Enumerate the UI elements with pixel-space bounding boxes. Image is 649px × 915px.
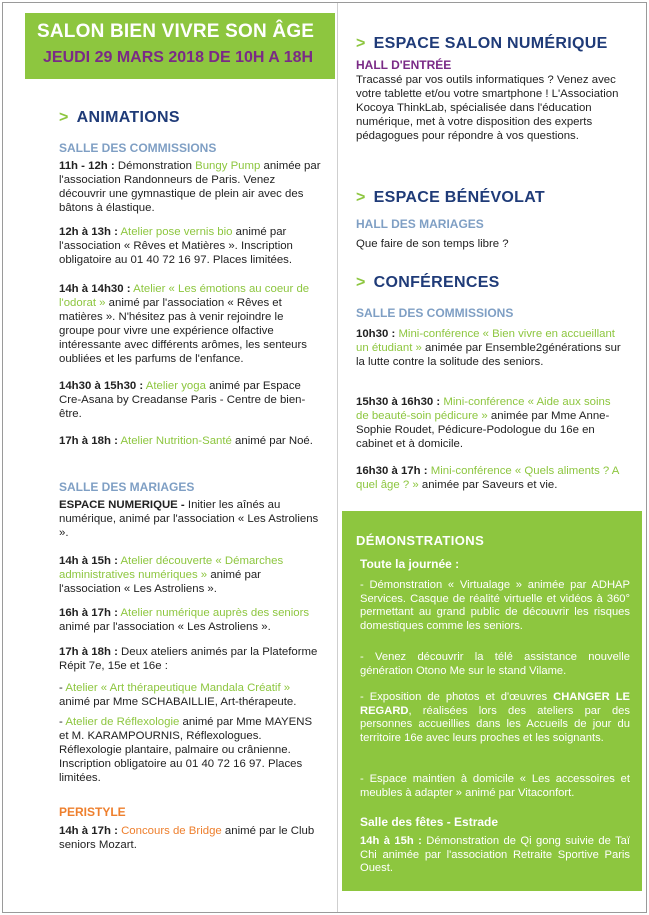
list-item: 17h à 18h : Deux ateliers animés par la Plateforme Répit 7e, 15e et 16e :: [59, 646, 318, 672]
list-item: 14h à 14h30 : Atelier « Les émotions au coeur de l'odorat » animé par l'association « Rêves et matières ». N'hésitez pas à venir rejoindre le groupe pour vivre une expérience olfactive intéressante avec différents arômes, les senteurs oubliées et les parfums de l'enfance.: [59, 283, 310, 365]
section-title-numerique: > ESPACE SALON NUMÉRIQUE: [356, 35, 608, 52]
section-title-conferences: > CONFÉRENCES: [356, 274, 500, 291]
subsection-hall-mariages: HALL DES MARIAGES: [356, 217, 484, 231]
list-item: 14h à 15h : Atelier découverte « Démarches administratives numériques » animé par l'association « Les Astroliens ».: [59, 555, 284, 595]
demonstrations-panel: [342, 511, 642, 891]
list-item: - Atelier « Art thérapeutique Mandala Créatif » animé par Mme SCHABAILLIE, Art-thérapeute.: [59, 682, 297, 708]
list-item: 16h à 17h : Atelier numérique auprès des seniors animé par l'association « Les Astroliens ».: [59, 607, 310, 633]
list-item: ESPACE NUMERIQUE - Initier les aînés au numérique, animé par l'association « Les Astroliens ».: [59, 499, 319, 539]
subsection-toute-la-journee: Toute la journée :: [360, 557, 460, 571]
arrow-icon: >: [356, 274, 366, 291]
subsection-salle-commissions: SALLE DES COMMISSIONS: [59, 141, 217, 155]
list-item: 10h30 : Mini-conférence « Bien vivre en accueillant un étudiant » animée par Ensemble2générations sur la lutte contre la solitude des seniors.: [356, 328, 621, 368]
subsection-salle-des-fetes: Salle des fêtes - Estrade: [360, 815, 499, 829]
list-item: - Démonstration « Virtualage » animée par ADHAP Services. Casque de réalité virtuelle et vidéos à 360° permettant au grand public de découvrir les risques domestiques comme les seniors.: [360, 579, 630, 632]
demonstrations-title: DÉMONSTRATIONS: [356, 533, 485, 548]
list-item: 15h30 à 16h30 : Mini-conférence « Aide aux soins de beauté-soin pédicure » animée par Mme Anne-Sophie Roudet, Pédicure-Podologue du 16e en cabinet et à domicile.: [356, 396, 611, 450]
list-item: - Exposition de photos et d'œuvres CHANGER LE REGARD, réalisées lors des ateliers par des personnes accueillies dans les Accueils de jour du territoire 16e avec leurs proches et les soignants.: [360, 691, 630, 744]
list-item: 16h30 à 17h : Mini-conférence « Quels aliments ? A quel âge ? » animée par Saveurs et vie.: [356, 465, 619, 491]
event-title: SALON BIEN VIVRE SON ÂGE: [37, 21, 315, 42]
subsection-peristyle: PERISTYLE: [59, 805, 126, 819]
arrow-icon: >: [356, 189, 366, 206]
arrow-icon: >: [59, 109, 69, 126]
list-item: 14h à 17h : Concours de Bridge animé par le Club seniors Mozart.: [59, 825, 315, 851]
list-item: 12h à 13h : Atelier pose vernis bio animé par l'association « Rêves et Matières ». Inscription obligatoire au 01 40 72 16 97. Places limitées.: [59, 226, 293, 266]
list-item: 14h à 15h : Démonstration de Qi gong suivie de Taï Chi animée par l'association Retraite Sportive Paris Ouest.: [360, 835, 631, 875]
benevolat-description: Que faire de son temps libre ?: [356, 238, 509, 250]
list-item: 11h - 12h : Démonstration Bungy Pump animée par l'association Randonneurs de Paris. Venez découvrir une gymnastique de plein air avec des bâtons à élastique.: [59, 160, 321, 214]
right-column: [338, 3, 646, 912]
list-item: - Espace maintien à domicile « Les accessoires et meubles à adapter » animé par Vitaconfort.: [360, 773, 630, 799]
subsection-salle-commissions: SALLE DES COMMISSIONS: [356, 306, 514, 320]
section-title-benevolat: > ESPACE BÉNÉVOLAT: [356, 189, 545, 206]
event-date: JEUDI 29 MARS 2018 DE 10H A 18H: [43, 49, 314, 66]
arrow-icon: >: [356, 35, 366, 52]
section-title-animations: > ANIMATIONS: [59, 109, 180, 126]
subsection-salle-mariages: SALLE DES MARIAGES: [59, 480, 195, 494]
list-item: - Venez découvrir la télé assistance nouvelle génération Otono Me sur le stand Vilame.: [360, 651, 630, 677]
numerique-description: Tracassé par vos outils informatiques ? Venez avec votre tablette et/ou votre smartphone ! L'Association Kocoya ThinkLab, spécialisée dans l'éducation numérique, met à votre disposition des experts pédagogues pour répondre à vos questions.: [356, 74, 619, 142]
program-page: [2, 2, 647, 913]
list-item: 14h30 à 15h30 : Atelier yoga animé par Espace Cre-Asana by Creadanse Paris - Centre de bien-être.: [59, 380, 306, 420]
event-banner: [25, 13, 335, 79]
subsection-hall-entree: HALL D'ENTRÉE: [356, 58, 452, 72]
list-item: 17h à 18h : Atelier Nutrition-Santé animé par Noé.: [59, 435, 313, 447]
list-item: - Atelier de Réflexologie animé par Mme MAYENS et M. KARAMPOURNIS, Réflexologues. Réflexologie plantaire, palmaire ou crânienne. Inscription obligatoire au 01 40 72 16 97. Places limitées.: [59, 716, 313, 784]
left-column: [3, 3, 338, 912]
